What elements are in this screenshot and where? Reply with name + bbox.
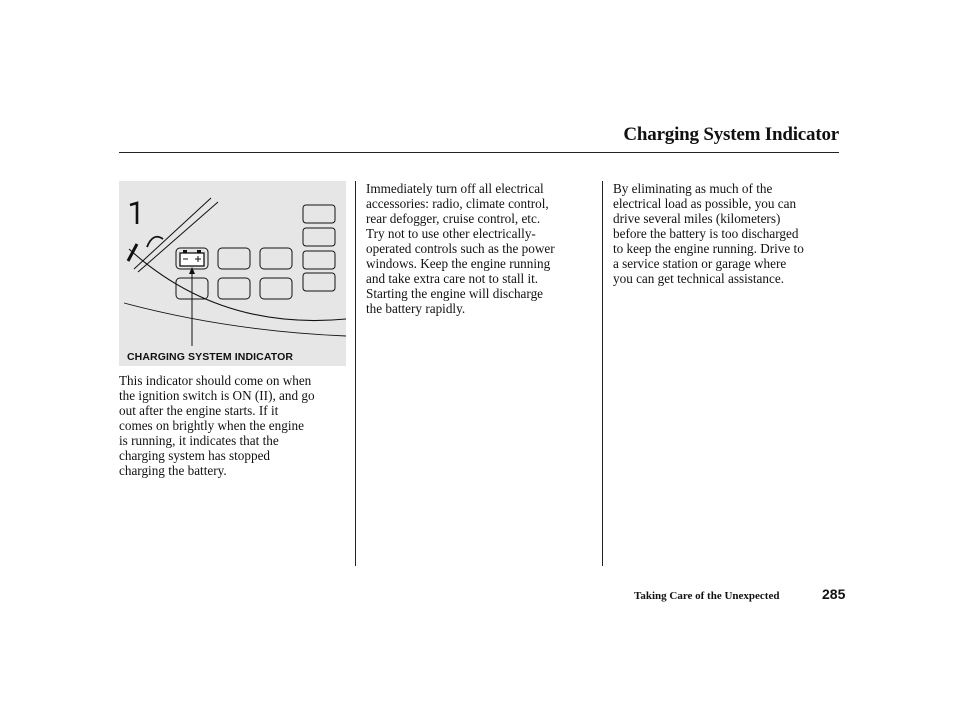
paragraph-immediate-actions: Immediately turn off all electrical accessories: radio, climate control, rear defogger, cruise control, etc. Try not to use other electrically- operated controls such as the power windows. Keep the engine running and take extra care not to stall it. Starting the engine will discharge the battery rapidly. (366, 181, 555, 316)
body-column-1 (119, 373, 351, 478)
paragraph-indicator-description: This indicator should come on when the ignition switch is ON (II), and go out after the engine starts. If it comes on brightly when the engine is running, it indicates that the charging system has stopped charging the battery. (119, 373, 315, 478)
charging-indicator-figure (119, 181, 346, 366)
figure-caption: CHARGING SYSTEM INDICATOR (127, 351, 294, 363)
battery-icon (180, 250, 204, 266)
body-column-2 (366, 181, 598, 316)
paragraph-reduce-load: By eliminating as much of the electrical load as possible, you can drive several miles (kilometers) before the battery is too discharged to keep the engine running. Drive to a service station or garage where you can get technical assistance. (613, 181, 804, 286)
title-rule (119, 152, 839, 153)
page-number: 285 (822, 586, 846, 602)
body-column-3 (613, 181, 845, 286)
column-divider-2 (602, 181, 603, 566)
footer-section-title: Taking Care of the Unexpected (634, 590, 780, 602)
instrument-cluster-illustration (119, 181, 346, 366)
column-divider-1 (355, 181, 356, 566)
page-title: Charging System Indicator (623, 124, 839, 145)
